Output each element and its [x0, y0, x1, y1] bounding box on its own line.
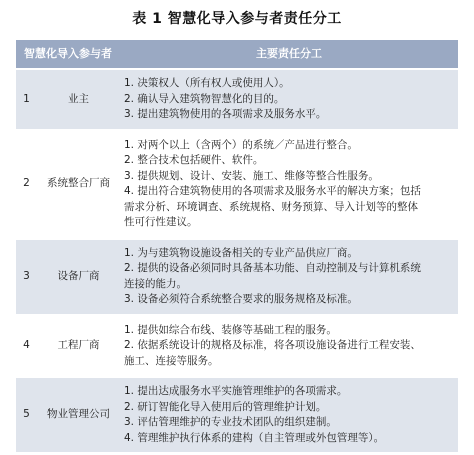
header-responsibility: 主要责任分工: [120, 40, 458, 69]
table-row: [16, 130, 458, 238]
responsibility-cell: [120, 69, 458, 130]
table-row: [16, 238, 458, 315]
table-caption: 表 1 智慧化导入参与者责任分工: [132, 11, 342, 27]
participant-name: 物业管理公司: [37, 377, 120, 454]
row-index: 1: [16, 69, 37, 130]
responsibility-line: 施工、连接等服务。: [124, 354, 219, 367]
participant-name: 工程厂商: [37, 315, 120, 377]
responsibility-line: 需求分析、环境调查、系统规格、财务预算、导入计划等的整体: [124, 200, 418, 213]
responsibility-line: 1. 提供如综合布线、装修等基础工程的服务。: [124, 323, 337, 336]
responsibility-line: 2. 依据系统设计的规格及标准，将各项设施设备进行工程安装、: [124, 339, 421, 351]
responsibility-line: 2. 提供的设备必须同时具备基本功能、自动控制及与计算机系统: [124, 262, 421, 274]
responsibility-cell: [120, 315, 458, 377]
responsibility-cell: [120, 238, 458, 315]
table-row: [16, 69, 458, 130]
responsibility-table: [16, 40, 458, 455]
responsibility-cell: [120, 377, 458, 454]
responsibility-line: 1. 为与建筑物设施设备相关的专业产品供应厂商。: [124, 246, 358, 259]
responsibility-line: 4. 管理维护执行体系的建构（自主管理或外包管理等）。: [124, 431, 385, 444]
responsibility-line: 4. 提出符合建筑物使用的各项需求及服务水平的解决方案；包括: [124, 185, 421, 197]
responsibility-line: 1. 决策权人（所有权人或使用人）。: [124, 77, 290, 89]
responsibility-cell: [120, 130, 458, 238]
responsibility-line: 2. 整合技术包括硬件、软件。: [124, 154, 264, 166]
responsibility-line: 3. 提供规划、设计、安装、施工、维修等整合性服务。: [124, 169, 379, 182]
responsibility-line: 2. 研订智能化导入使用后的管理维护计划。: [124, 400, 327, 413]
table-row: [16, 377, 458, 454]
header-participant: 智慧化导入参与者: [16, 40, 120, 69]
responsibility-line: 1. 提出达成服务水平实施管理维护的各项需求。: [124, 385, 348, 397]
table-header-row: [16, 40, 458, 69]
table-row: [16, 315, 458, 377]
responsibility-line: 1. 对两个以上（含两个）的系统／产品进行整合。: [124, 138, 358, 151]
participant-name: 设备厂商: [37, 238, 120, 315]
responsibility-line: 3. 提出建筑物使用的各项需求及服务水平。: [124, 108, 327, 120]
participant-name: 业主: [37, 69, 120, 130]
row-index: 5: [16, 377, 37, 454]
participant-name: 系统整合厂商: [37, 130, 120, 238]
responsibility-line: 3. 评估管理维护的专业技术团队的组织建制。: [124, 416, 337, 428]
row-index: 4: [16, 315, 37, 377]
responsibility-line: 性可行性建议。: [124, 216, 198, 228]
responsibility-line: 3. 设备必须符合系统整合要求的服务规格及标准。: [124, 293, 358, 305]
row-index: 2: [16, 130, 37, 238]
responsibility-line: 连接的能力。: [124, 277, 187, 290]
responsibility-line: 2. 确认导入建筑物智慧化的目的。: [124, 92, 285, 105]
row-index: 3: [16, 238, 37, 315]
